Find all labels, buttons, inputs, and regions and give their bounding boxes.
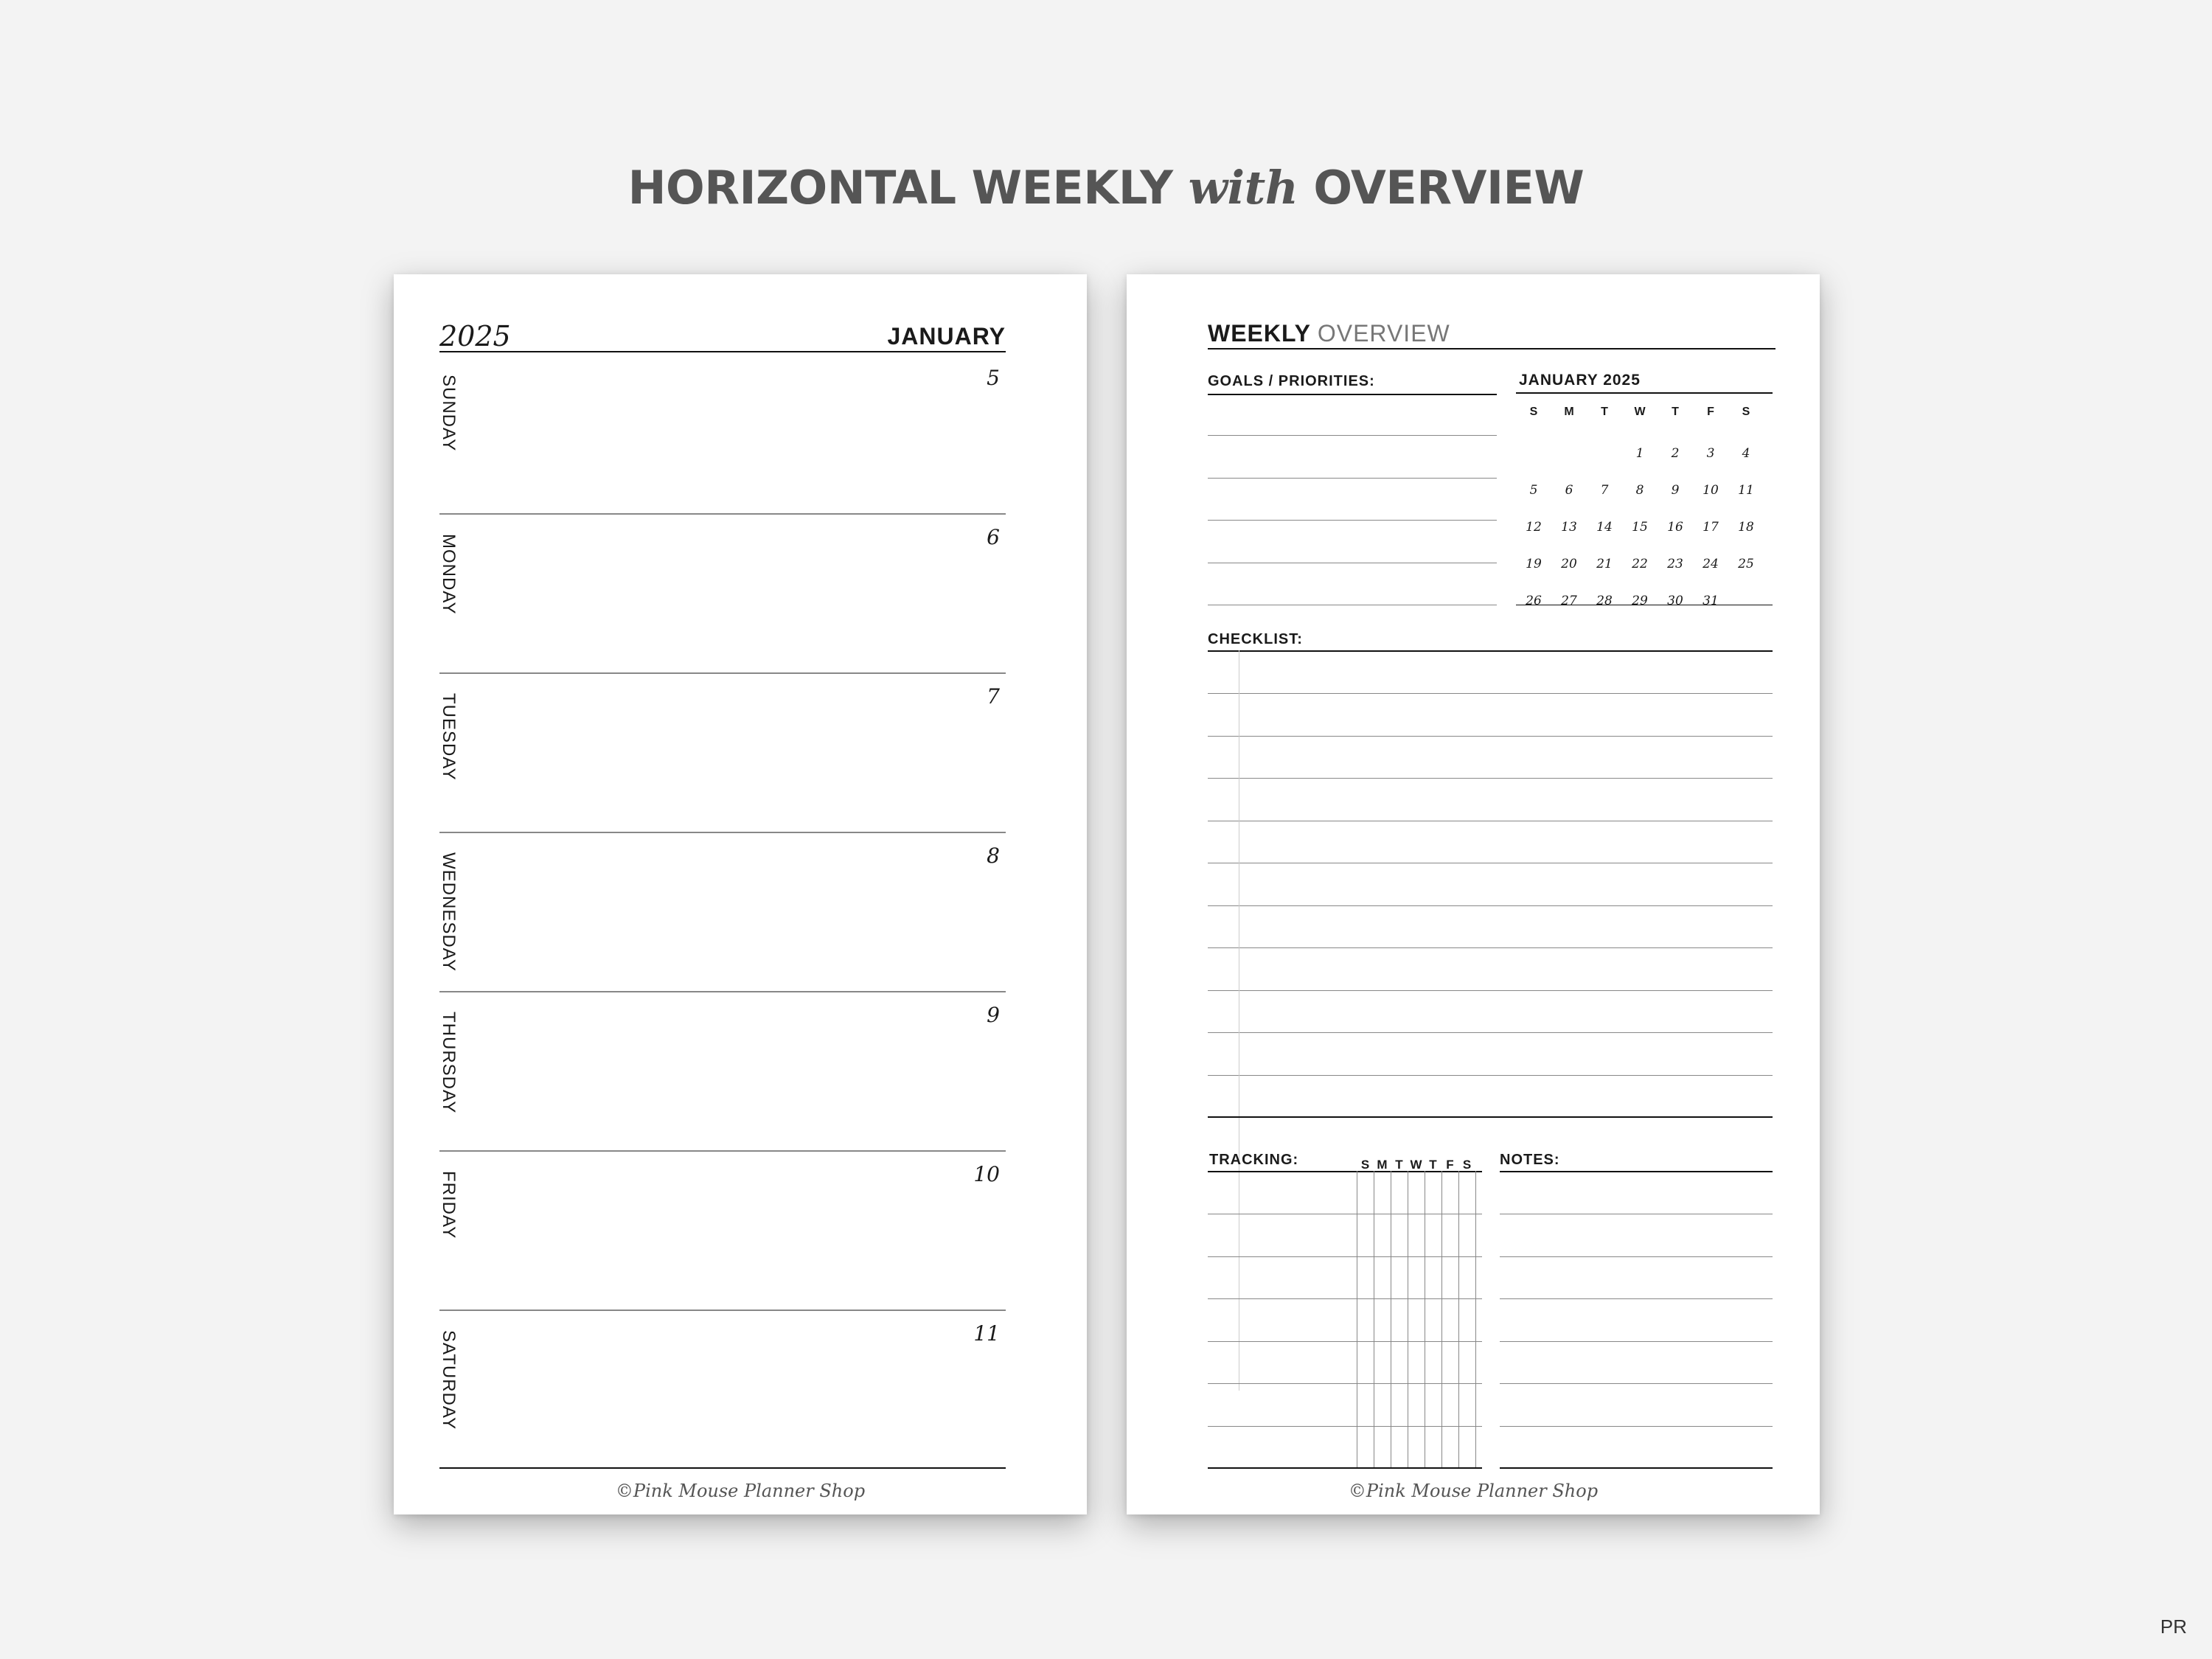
tracking-label: TRACKING: — [1209, 1152, 1299, 1168]
calendar-day[interactable]: 30 — [1667, 594, 1683, 608]
calendar-day[interactable]: 1 — [1635, 446, 1644, 461]
writing-line — [1500, 1426, 1773, 1427]
calendar-day[interactable]: 20 — [1561, 557, 1577, 571]
writing-line — [1208, 778, 1773, 779]
calendar-weekday: W — [1634, 406, 1646, 418]
calendar-day[interactable]: 18 — [1738, 520, 1754, 535]
calendar-week — [1516, 435, 1771, 472]
day-name: TUESDAY — [439, 693, 459, 781]
corner-mark: PR — [2160, 1615, 2187, 1638]
shop-signature: ©Pink Mouse Planner Shop — [1348, 1481, 1599, 1501]
calendar-weekday: T — [1601, 406, 1608, 418]
calendar-weekday: S — [1529, 406, 1538, 418]
writing-line — [1208, 947, 1773, 948]
writing-line — [1208, 693, 1773, 694]
tracking-day-letter: F — [1446, 1158, 1454, 1172]
notes-label: NOTES: — [1500, 1152, 1560, 1168]
day-name: THURSDAY — [439, 1012, 459, 1114]
writing-line — [1500, 1256, 1773, 1257]
calendar-day[interactable]: 26 — [1526, 594, 1542, 608]
calendar-day[interactable]: 7 — [1600, 483, 1609, 498]
tracking-day-letter: S — [1462, 1158, 1472, 1172]
calendar-day[interactable]: 31 — [1703, 594, 1719, 608]
day-row[interactable] — [439, 354, 1006, 515]
writing-line — [1208, 435, 1497, 436]
page-title — [0, 161, 2212, 215]
tracking-grid-line — [1475, 1171, 1476, 1467]
calendar-week — [1516, 472, 1771, 509]
calendar-day[interactable]: 2 — [1671, 446, 1680, 461]
title-part3: OVERVIEW — [1313, 161, 1585, 215]
calendar-day[interactable]: 6 — [1565, 483, 1573, 498]
calendar-week — [1516, 509, 1771, 546]
notes-rule — [1500, 1171, 1773, 1172]
calendar-day[interactable]: 22 — [1632, 557, 1648, 571]
calendar-weekday: S — [1742, 406, 1750, 418]
calendar-day[interactable]: 23 — [1667, 557, 1683, 571]
writing-line — [1500, 1298, 1773, 1299]
writing-line — [1208, 905, 1773, 906]
calendar-day[interactable]: 5 — [1529, 483, 1538, 498]
writing-line — [1208, 478, 1497, 479]
calendar-week — [1516, 546, 1771, 582]
day-row[interactable] — [439, 1310, 1006, 1469]
mini-calendar — [1516, 398, 1771, 619]
calendar-days — [1516, 435, 1771, 619]
tracking-weekdays — [1357, 1158, 1475, 1172]
calendar-weekday: M — [1564, 406, 1574, 418]
header-rule — [439, 351, 1006, 352]
heading-bold: WEEKLY — [1208, 320, 1311, 347]
notes-bottom-rule — [1500, 1467, 1773, 1469]
calendar-day[interactable]: 15 — [1632, 520, 1648, 535]
tracking-day-letter: W — [1410, 1158, 1422, 1172]
day-name: FRIDAY — [439, 1171, 459, 1239]
title-part1: HORIZONTAL WEEKLY — [627, 161, 1173, 215]
overview-page — [1127, 274, 1820, 1514]
title-part2: with — [1188, 161, 1298, 215]
day-number: 8 — [987, 844, 1000, 868]
day-number: 7 — [987, 684, 1000, 709]
tracking-day-letter: M — [1377, 1158, 1388, 1172]
writing-line — [1500, 1383, 1773, 1384]
calendar-day[interactable]: 21 — [1596, 557, 1613, 571]
year-label: 2025 — [439, 320, 511, 352]
calendar-day[interactable]: 28 — [1596, 594, 1613, 608]
writing-line — [1208, 520, 1497, 521]
shop-signature: ©Pink Mouse Planner Shop — [615, 1481, 866, 1501]
tracking-day-letter: T — [1429, 1158, 1437, 1172]
calendar-day[interactable]: 12 — [1526, 520, 1542, 535]
calendar-day[interactable]: 4 — [1742, 446, 1750, 461]
month-label: JANUARY — [887, 323, 1006, 349]
overview-heading — [1208, 320, 1450, 347]
writing-line — [1208, 990, 1773, 991]
calendar-day[interactable]: 24 — [1703, 557, 1719, 571]
weekly-page — [394, 274, 1087, 1514]
heading-light: OVERVIEW — [1317, 320, 1450, 347]
calendar-weekday: T — [1672, 406, 1679, 418]
calendar-day[interactable]: 19 — [1526, 557, 1542, 571]
goals-label: GOALS / PRIORITIES: — [1208, 373, 1375, 389]
calendar-day[interactable]: 9 — [1671, 483, 1680, 498]
writing-line — [1208, 1075, 1773, 1076]
mini-calendar-title: JANUARY 2025 — [1519, 372, 1641, 389]
calendar-day[interactable]: 13 — [1561, 520, 1577, 535]
bottom-rule — [439, 1467, 1006, 1469]
tracking-grid-line — [1441, 1171, 1442, 1467]
calendar-day[interactable]: 16 — [1667, 520, 1683, 535]
day-number: 9 — [987, 1003, 1000, 1027]
day-number: 10 — [973, 1162, 1000, 1186]
day-row[interactable] — [439, 832, 1006, 992]
tracking-day-letter: T — [1395, 1158, 1403, 1172]
calendar-day[interactable]: 3 — [1706, 446, 1715, 461]
day-name: SATURDAY — [439, 1330, 459, 1430]
calendar-rule — [1516, 392, 1773, 394]
calendar-day[interactable]: 10 — [1703, 483, 1719, 498]
writing-line — [1208, 736, 1773, 737]
tracking-day-letter: S — [1360, 1158, 1370, 1172]
calendar-week — [1516, 582, 1771, 619]
day-row[interactable] — [439, 1150, 1006, 1311]
day-row[interactable] — [439, 991, 1006, 1152]
tracking-grid-line — [1458, 1171, 1459, 1467]
writing-line — [1500, 1341, 1773, 1342]
calendar-day[interactable]: 11 — [1738, 483, 1754, 498]
checklist-label: CHECKLIST: — [1208, 631, 1303, 647]
day-row[interactable] — [439, 672, 1006, 833]
day-number: 11 — [973, 1321, 1000, 1346]
day-number: 5 — [987, 366, 1000, 390]
day-name: WEDNESDAY — [439, 852, 459, 972]
calendar-weekday: F — [1707, 406, 1714, 418]
day-row[interactable] — [439, 513, 1006, 674]
writing-line — [1208, 1032, 1773, 1033]
goals-rule — [1208, 394, 1497, 395]
day-name: SUNDAY — [439, 375, 459, 452]
tracking-bottom-rule — [1208, 1467, 1482, 1469]
checklist-bottom-rule — [1208, 1116, 1773, 1118]
checklist-rule — [1208, 650, 1773, 652]
calendar-day[interactable]: 25 — [1738, 557, 1754, 571]
heading-rule — [1208, 348, 1775, 349]
calendar-day[interactable]: 17 — [1703, 520, 1719, 535]
day-name: MONDAY — [439, 534, 459, 615]
calendar-day[interactable]: 14 — [1596, 520, 1613, 535]
calendar-day[interactable]: 8 — [1635, 483, 1644, 498]
calendar-day[interactable]: 29 — [1632, 594, 1648, 608]
calendar-weekdays — [1516, 398, 1771, 435]
calendar-day[interactable]: 27 — [1561, 594, 1577, 608]
day-number: 6 — [987, 525, 1000, 549]
